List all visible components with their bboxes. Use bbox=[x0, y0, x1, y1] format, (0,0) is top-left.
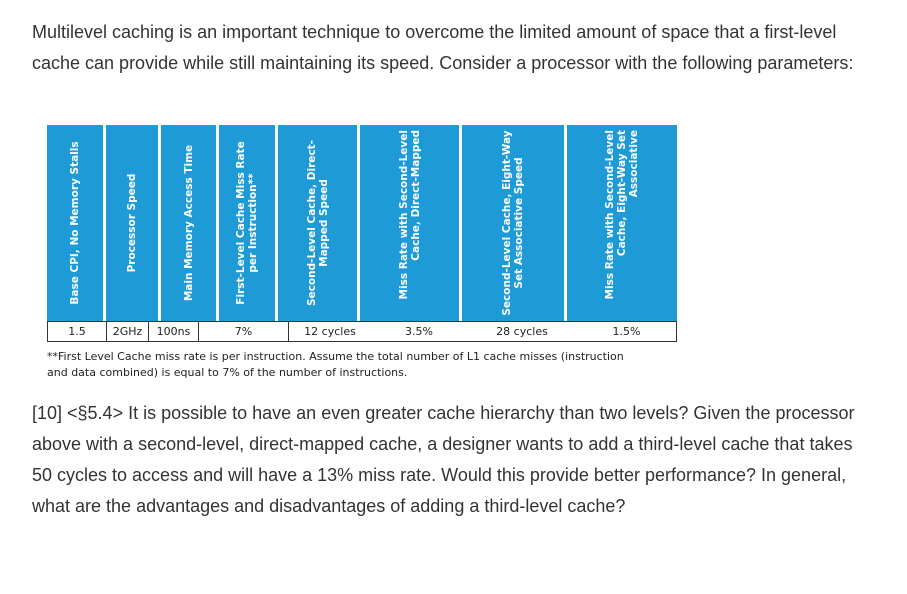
header-label: First-Level Cache Miss Rate per Instruction** bbox=[235, 141, 259, 305]
value-l2-direct-speed: 12 cycles bbox=[304, 325, 356, 338]
header-l2-direct-speed bbox=[278, 125, 360, 321]
header-processor-speed bbox=[106, 125, 161, 321]
header-label: Main Memory Access Time bbox=[182, 144, 195, 302]
header-label: Miss Rate with Second-Level Cache, Direct-Mapped bbox=[397, 130, 422, 300]
header-label: Base CPI, No Memory Stalls bbox=[69, 141, 81, 305]
table-footnote: **First Level Cache miss rate is per instruction. Assume the total number of L1 cache misses (instruction and data combined) is equal to 7% of the number of instructions. bbox=[47, 350, 624, 379]
header-l2-8way-miss-rate bbox=[567, 125, 677, 321]
value-base-cpi: 1.5 bbox=[48, 322, 107, 341]
header-main-memory-access bbox=[161, 125, 219, 321]
header-base-cpi bbox=[47, 125, 106, 321]
value-l1-miss-rate: 7% bbox=[199, 322, 289, 341]
header-l1-miss-rate bbox=[219, 125, 278, 321]
table-values-row bbox=[47, 321, 677, 342]
header-label: Processor Speed bbox=[126, 173, 138, 273]
cache-parameters-table bbox=[47, 125, 677, 342]
header-l2-8way-speed bbox=[462, 125, 567, 321]
value-l2-8way-miss-rate: 1.5% bbox=[612, 325, 641, 338]
question-paragraph: [10] <§5.4> It is possible to have an even greater cache hierarchy than two levels? Given the processor above with a second-level, direct-mapped cache, a designer wants to add a third-level cache that takes 50 cycles to access and will have a 13% miss rate. Would this provide better performance? In general, what are the advantages and disadvantages of adding a third-level cache? bbox=[32, 403, 855, 516]
header-label: Miss Rate with Second-Level Cache, Eight-Way Set Associative bbox=[604, 130, 640, 300]
value-main-memory-access: 100ns bbox=[149, 322, 199, 341]
header-label: Second-Level Cache, Direct-Mapped Speed bbox=[305, 140, 330, 306]
header-l2-direct-miss-rate bbox=[360, 125, 462, 321]
intro-paragraph: Multilevel caching is an important technique to overcome the limited amount of space that a first-level cache can provide while still maintaining its speed. Consider a processor with the following parameters: bbox=[32, 22, 854, 73]
value-l2-direct-miss-rate: 3.5% bbox=[405, 325, 433, 338]
value-l2-8way-speed: 28 cycles bbox=[496, 325, 548, 338]
header-label: Second-Level Cache, Eight-Way Set Associative Speed bbox=[501, 130, 525, 316]
value-processor-speed: 2GHz bbox=[107, 322, 149, 341]
table-header-row bbox=[47, 125, 677, 321]
